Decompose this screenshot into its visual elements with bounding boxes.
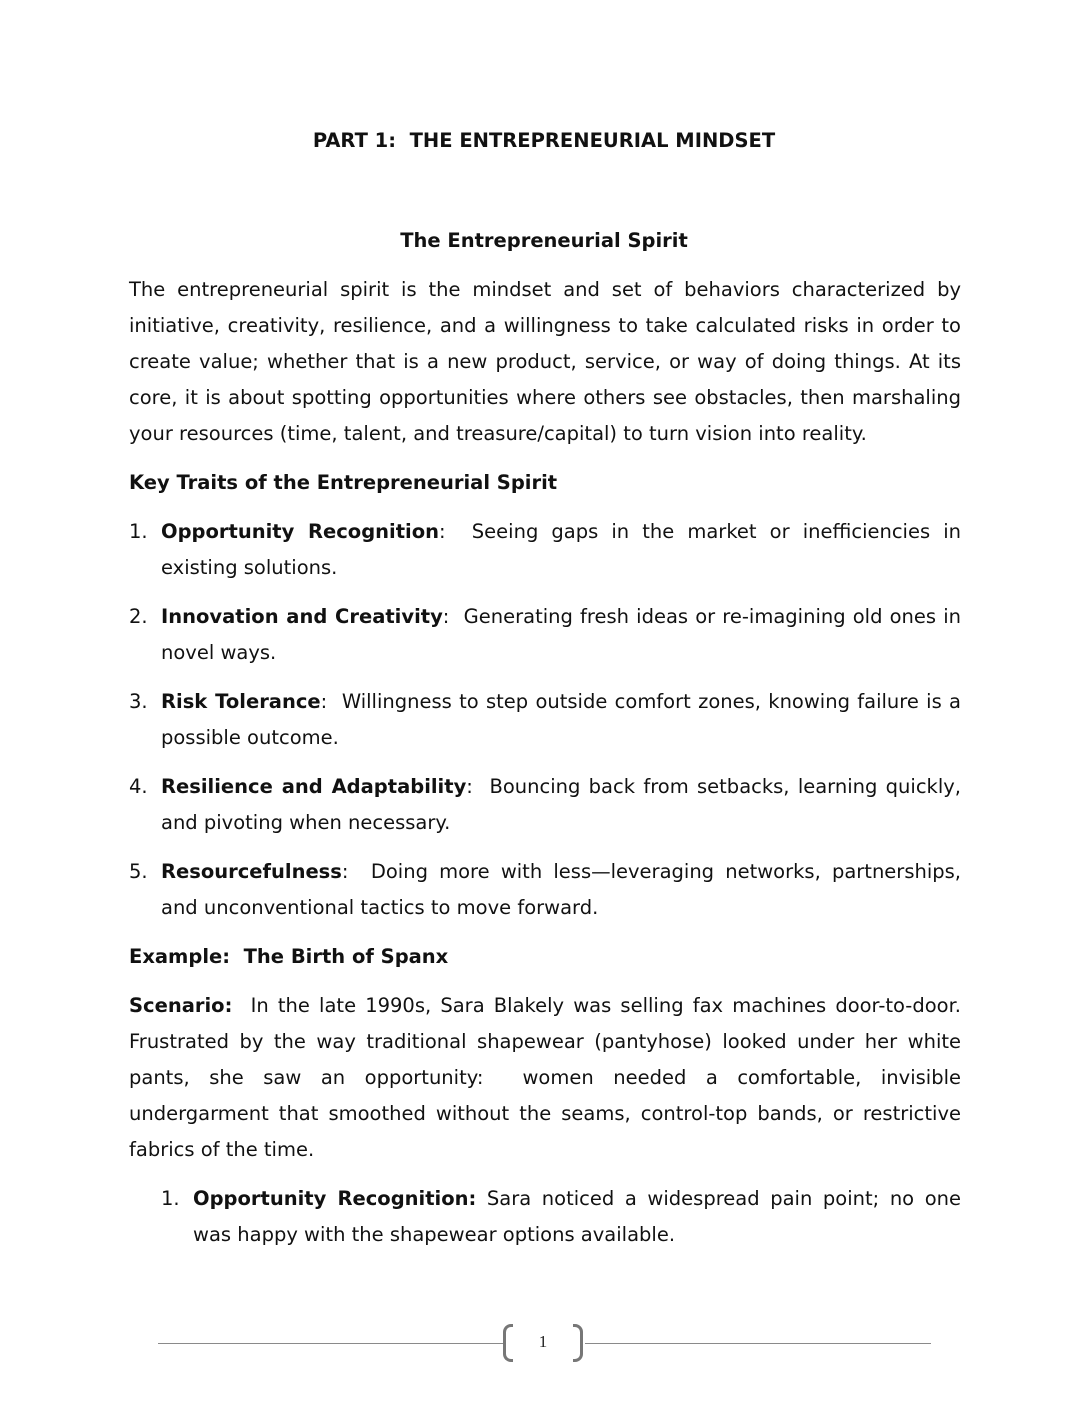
- scenario-label: Scenario:: [129, 994, 233, 1017]
- trait-item-5: [129, 854, 961, 926]
- trait-item-2: [129, 599, 961, 671]
- trait-item-1: [129, 514, 961, 586]
- trait-term: Risk Tolerance: [161, 690, 321, 713]
- right-bracket-icon: [573, 1324, 583, 1362]
- scenario-text: In the late 1990s, Sara Blakely was selling fax machines door-to-door. Frustrated by the way traditional shapewear (pantyhose) looked under her white pants, she saw an opportunity: women needed a comfortable, invisible undergarment that smoothed without the seams, control-top bands, or restrictive fabrics of the time.: [129, 994, 968, 1161]
- intro-paragraph: The entrepreneurial spirit is the mindset and set of behaviors characterized by initiative, creativity, resilience, and a willingness to take calculated risks in order to create value; whether that is a new product, service, or way of doing things. At its core, it is about spotting opportunities where others see obstacles, then marshaling your resources (time, talent, and treasure/capital) to turn vision into reality.: [129, 278, 961, 445]
- trait-term: Innovation and Creativity: [161, 605, 443, 628]
- trait-term: Opportunity Recognition: [161, 520, 440, 543]
- part-title: PART 1: THE ENTREPRENEURIAL MINDSET: [312, 129, 776, 152]
- trait-number: 4.: [129, 775, 148, 798]
- trait-description: Generating fresh ideas or re-imagining old ones in novel ways.: [161, 605, 961, 664]
- traits-heading: Key Traits of the Entrepreneurial Spirit: [129, 471, 558, 494]
- example-heading: Example: The Birth of Spanx: [129, 945, 449, 968]
- trait-number: 2.: [129, 605, 148, 628]
- trait-separator: :: [341, 860, 371, 883]
- left-bracket-icon: [503, 1324, 513, 1362]
- trait-separator: :: [439, 520, 472, 543]
- example-number: 1.: [161, 1187, 180, 1210]
- trait-separator: :: [466, 775, 490, 798]
- trait-separator: :: [442, 605, 464, 628]
- trait-item-3: [129, 684, 961, 756]
- trait-separator: :: [320, 690, 342, 713]
- page-number: 1: [538, 1332, 548, 1351]
- trait-description: Bouncing back from setbacks, learning quickly, and pivoting when necessary.: [161, 775, 961, 834]
- trait-description: Willingness to step outside comfort zones, knowing failure is a possible outcome.: [161, 690, 962, 749]
- trait-description: Doing more with less—leveraging networks, partnerships, and unconventional tactics to move forward.: [161, 860, 961, 919]
- trait-number: 5.: [129, 860, 148, 883]
- footer-rule-left: [158, 1343, 503, 1344]
- trait-term: Resilience and Adaptability: [161, 775, 467, 798]
- footer-rule-right: [585, 1343, 931, 1344]
- example-item-1: [161, 1181, 961, 1253]
- trait-description: Seeing gaps in the market or inefficiencies in existing solutions.: [161, 520, 962, 579]
- trait-item-4: [129, 769, 961, 841]
- scenario-paragraph: [129, 988, 968, 1168]
- example-description: Sara noticed a widespread pain point; no one was happy with the shapewear options available.: [193, 1187, 962, 1246]
- document-body: [129, 272, 968, 1266]
- section-title: The Entrepreneurial Spirit: [400, 229, 688, 252]
- example-term: Opportunity Recognition:: [193, 1187, 477, 1210]
- trait-number: 1.: [129, 520, 148, 543]
- trait-term: Resourcefulness: [161, 860, 342, 883]
- trait-number: 3.: [129, 690, 148, 713]
